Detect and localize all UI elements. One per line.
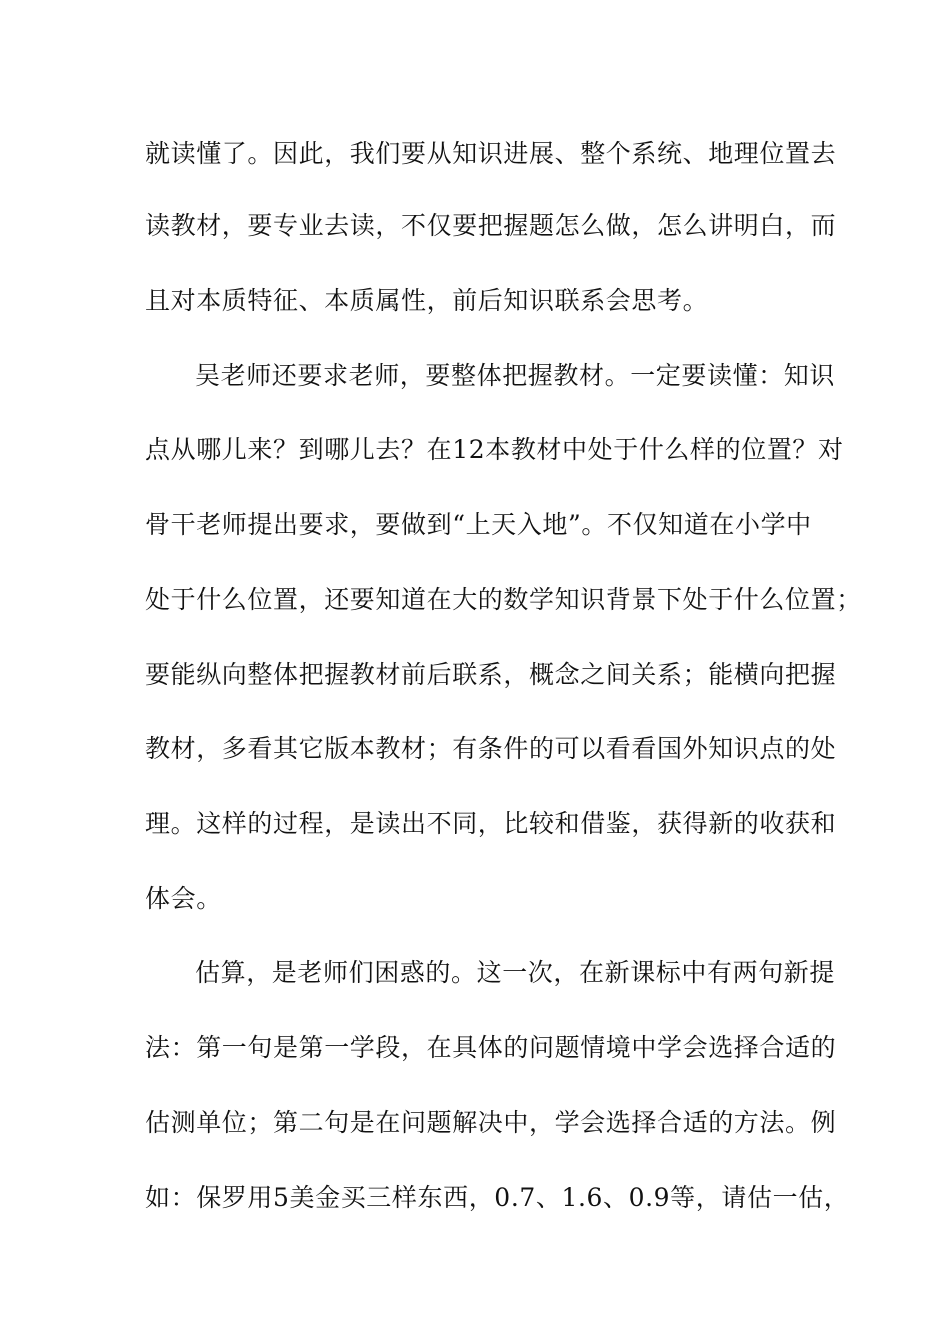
paragraph-line: 处于什么位置，还要知道在大的数学知识背景下处于什么位置； <box>145 585 862 614</box>
paragraph-line: 骨干老师提出要求，要做到“上天入地”。不仅知道在小学中 <box>145 510 812 539</box>
paragraph-line: 体会。 <box>145 884 222 913</box>
paragraph-line: 要能纵向整体把握教材前后联系，概念之间关系；能横向把握 <box>145 660 837 689</box>
paragraph-line: 理。这样的过程，是读出不同，比较和借鉴，获得新的收获和 <box>145 809 837 838</box>
paragraph-line: 读教材，要专业去读，不仅要把握题怎么做，怎么讲明白，而 <box>145 211 837 240</box>
paragraph-line: 就读懂了。因此，我们要从知识进展、整个系统、地理位置去 <box>145 139 837 168</box>
paragraph-line: 吴老师还要求老师，要整体把握教材。一定要读懂：知识 <box>195 361 836 390</box>
paragraph-line: 且对本质特征、本质属性，前后知识联系会思考。 <box>145 286 709 315</box>
paragraph-line: 法：第一句是第一学段，在具体的问题情境中学会选择合适的 <box>145 1033 837 1062</box>
paragraph-line: 点从哪儿来？到哪儿去？在12本教材中处于什么样的位置？对 <box>145 435 844 464</box>
paragraph-line: 估算，是老师们困惑的。这一次，在新课标中有两句新提 <box>195 958 836 987</box>
paragraph-line: 如：保罗用5美金买三样东西，0.7、1.6、0.9等，请估一估， <box>145 1183 850 1212</box>
paragraph-line: 教材，多看其它版本教材；有条件的可以看看国外知识点的处 <box>145 734 837 763</box>
paragraph-line: 估测单位；第二句是在问题解决中，学会选择合适的方法。例 <box>145 1108 837 1137</box>
